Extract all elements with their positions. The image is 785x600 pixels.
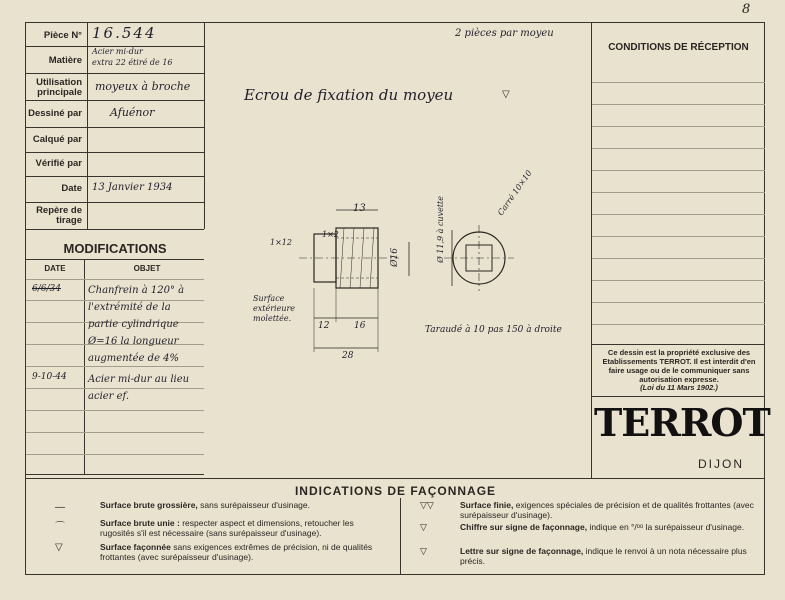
label-matiere: Matière [48,55,82,66]
grid-line [26,100,204,101]
ruled-line [592,280,765,281]
label-utilisation: Utilisation principale [36,77,82,98]
piece-number: 16.544 [92,24,157,42]
grid-line [26,202,204,203]
drawing-title: Ecrou de fixation du moyeu [244,86,454,104]
indication-2-text: respecter aspect et dimensions, retoucher les rugosités s'il est nécessaire (sans surépaisseur d'usinage). [100,518,354,538]
modifications-objet-header: OBJET [133,264,161,273]
grid-line [84,259,85,475]
indication-3 [100,542,390,562]
property-notice: Ce dessin est la propriété exclusive des Etablissements TERROT. Il est interdit d'en faire usage ou de le communiquer sans autorisation expresse. [602,348,756,384]
grid-line [26,152,204,153]
carre-label: Carré 10×10 [496,168,534,218]
grid-line [26,176,204,177]
grid-line [87,23,88,229]
indication-1-bold: Surface brute grossière, [100,500,198,510]
grid-line [26,478,765,479]
dim-16: 16 [354,321,366,331]
surface-finie-icon: ▽▽ [420,500,434,510]
utilisation-value: moyeux à broche [95,80,191,93]
indication-3-bold: Surface façonnée [100,542,171,552]
grid-line [400,498,401,574]
grid-line [592,396,765,397]
ruled-line [26,410,204,411]
indication-4 [460,500,760,520]
quantity-note: 2 pièces par moyeu [455,28,554,39]
dia-16-label: Ø16 [390,248,400,267]
grid-line [26,259,204,260]
indication-2 [100,518,390,538]
grid-line [26,127,204,128]
grid-line [26,229,204,230]
dia-119-label: Ø 11,9 à cuvette [436,196,445,263]
indications-title: INDICATIONS DE FAÇONNAGE [294,484,497,498]
conditions-title: CONDITIONS DE RÉCEPTION [608,42,749,53]
indication-6 [460,546,760,566]
law-reference: (Loi du 11 Mars 1902.) [640,383,718,392]
grid-line [26,474,204,475]
ruled-line [592,258,765,259]
ruled-line [592,236,765,237]
lettre-icon: ▽ [420,546,427,556]
surface-faconnee-icon: ▽ [55,542,63,553]
dessine-value: Afuénor [110,106,155,119]
modifications-date-header: DATE [44,264,66,273]
surface-symbol-icon: ▽ [502,89,510,100]
ruled-line [592,324,765,325]
chamfer-small-label: 1×2 [322,230,339,239]
matiere-line1: Acier mi-dur [92,47,143,56]
indication-4-text: exigences spéciales de précision et de qualités frottantes (avec surépaisseur d'usinage). [460,500,754,520]
indication-4-bold: Surface finie, [460,500,514,510]
indication-6-bold: Lettre sur signe de façonnage, [460,546,584,556]
ruled-line [26,454,204,455]
part-drawing [204,180,594,370]
label-dessine: Dessiné par [28,108,82,119]
dim-12: 12 [318,321,330,331]
label-verifie: Vérifié par [35,158,82,169]
modification-objet-2: Acier mi-dur au lieu acier ef. [88,374,190,402]
label-date: Date [61,183,82,194]
ruled-line [26,432,204,433]
chamfer-left-label: 1×12 [270,238,292,247]
surface-brute-unie-icon: ⌒ [55,522,65,533]
taraude-note: Taraudé à 10 pas 150 à droite [425,325,562,335]
brand-logo: TERROT [594,400,770,445]
indication-1 [100,500,390,510]
indication-5-text: indique en °/ᵒᵒ la surépaisseur d'usinage. [589,522,745,532]
chiffre-icon: ▽ [420,522,427,532]
grid-line [591,23,592,478]
indication-5 [460,522,760,532]
indication-5-bold: Chiffre sur signe de façonnage, [460,522,588,532]
ruled-line [592,170,765,171]
brand-city: DIJON [698,457,744,471]
date-value: 13 Janvier 1934 [92,182,173,193]
ruled-line [592,104,765,105]
ruled-line [592,214,765,215]
label-piece: Pièce N° [43,30,82,41]
modification-objet-1: Chanfrein à 120° à l'extrémité de la partie cylindrique Ø=16 la longueur augmentée de 4% [88,285,185,364]
label-repere: Repère de tirage [36,205,82,226]
modification-date-1: 6/6/34 [32,284,61,294]
ruled-line [592,302,765,303]
surface-brute-grossiere-icon: — [55,502,65,513]
grid-line [26,73,204,74]
dim-13: 13 [353,203,366,214]
label-calque: Calqué par [32,134,82,145]
modification-date-2: 9-10-44 [32,372,67,382]
ruled-line [592,148,765,149]
matiere-line2: extra 22 étiré de 16 [92,58,173,67]
ruled-line [26,279,204,280]
indication-6-text: indique le renvoi à un nota nécessaire plus précis. [460,546,747,566]
grid-line [592,344,765,345]
indication-3-text: sans exigences extrêmes de précision, ni de qualités frottantes (avec surépaisseur d'usinage). [100,542,373,562]
indication-2-bold: Surface brute unie : [100,518,180,528]
modifications-title: MODIFICATIONS [63,241,167,256]
indication-1-text: sans surépaisseur d'usinage. [200,500,310,510]
page-number: 8 [742,2,751,17]
ruled-line [592,192,765,193]
molette-note: Surface extérieure molettée. [253,294,296,323]
ruled-line [592,126,765,127]
ruled-line [592,82,765,83]
dim-28: 28 [342,351,354,361]
